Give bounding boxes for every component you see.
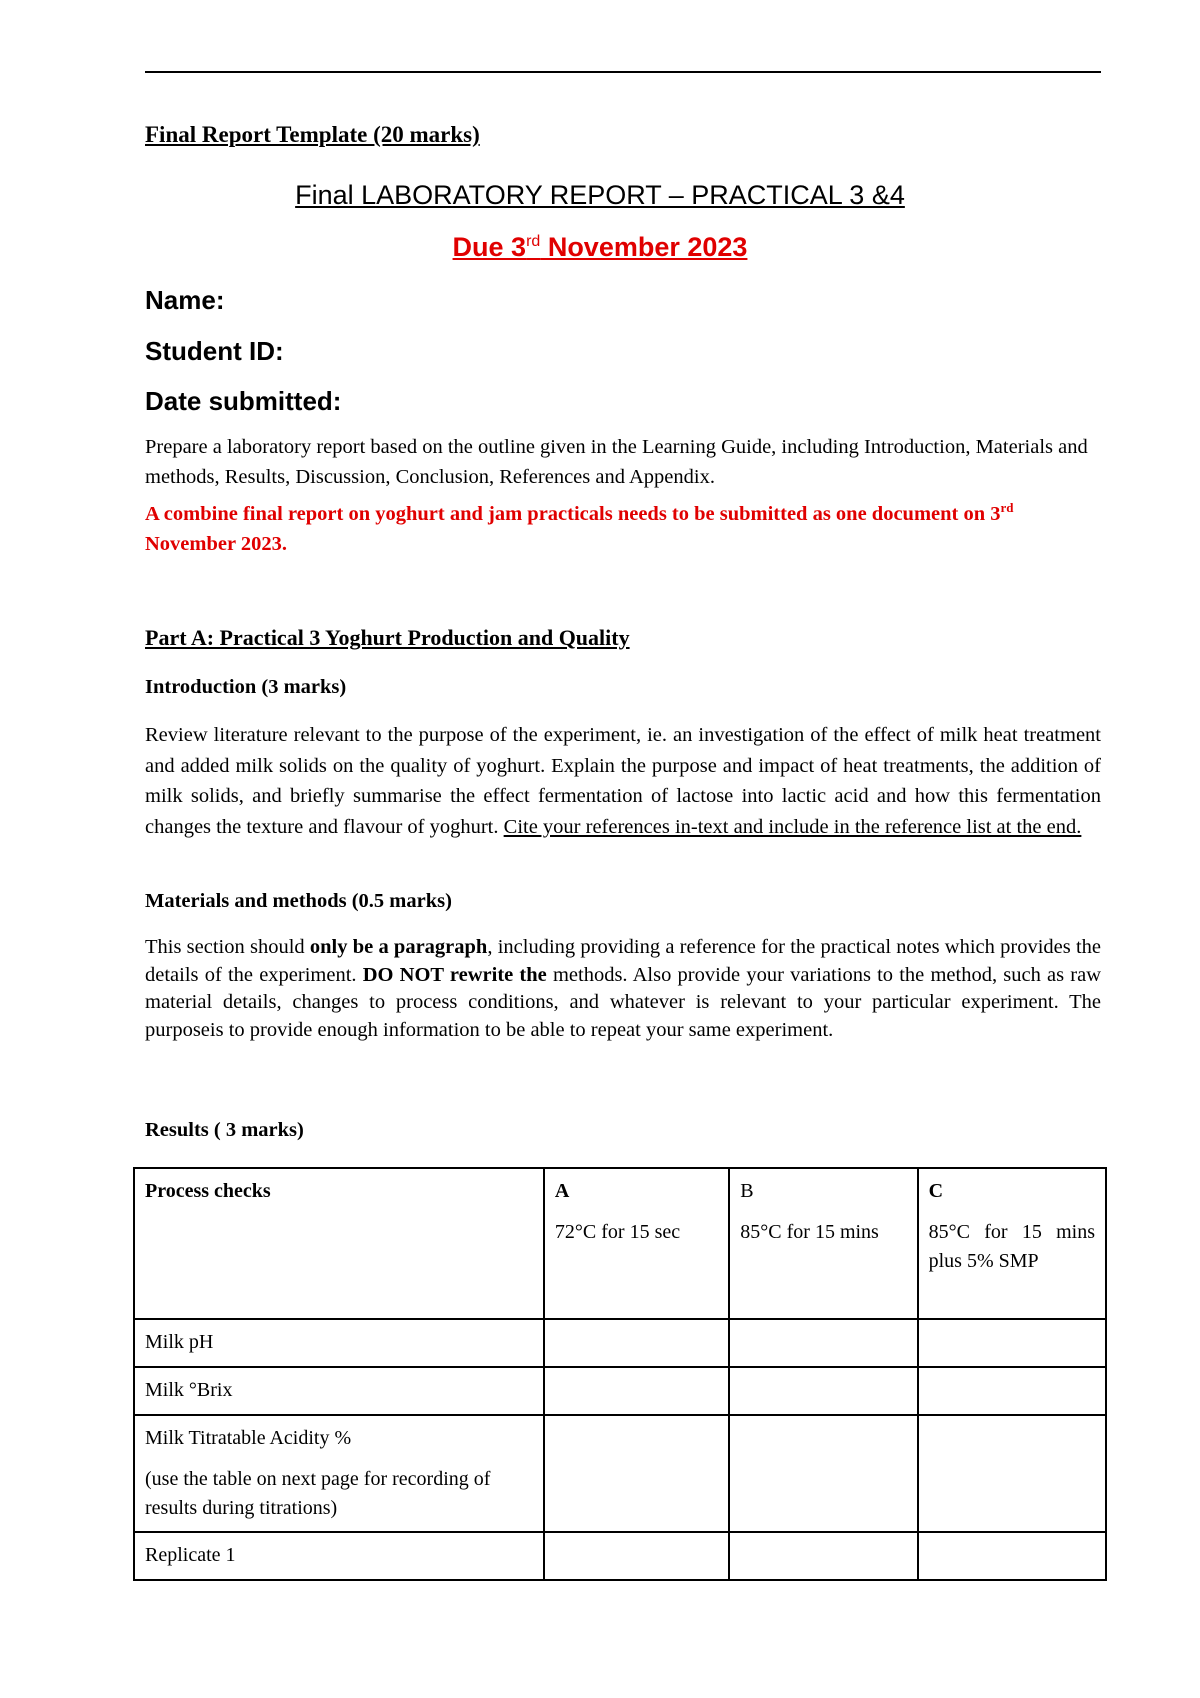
table-cell bbox=[544, 1415, 729, 1532]
due-prefix: Due 3 bbox=[452, 232, 527, 262]
notice-rest: November 2023. bbox=[145, 532, 287, 555]
process-checks-label: Process checks bbox=[145, 1180, 271, 1202]
introduction-body: Review literature relevant to the purpose of the experiment, ie. an investigation of the effect of milk heat treatment and added milk solids on the quality of yoghurt. Explain the purpose and impact of heat treatments, the addition of milk solids, and briefly summarise the effect fermentation of lactose into lactic acid and how this fermentation changes the texture and flavour of yoghurt. bbox=[145, 724, 1101, 838]
table-cell bbox=[729, 1319, 917, 1367]
date-submitted-label: Date submitted: bbox=[145, 386, 342, 416]
results-table bbox=[133, 1167, 1107, 1581]
materials-part-3: methods. Also provide your variations to the method, such as raw material details, changes to process conditions, and whatever is relevant to your particular experiment. The purposeis to provide enough information to be able to repeat your same experiment. bbox=[145, 963, 1102, 1041]
header-col-c bbox=[918, 1168, 1106, 1319]
row-label: Replicate 1 bbox=[134, 1532, 544, 1580]
titration-note: (use the table on next page for recording of results during titrations) bbox=[145, 1468, 491, 1519]
due-date bbox=[0, 232, 1200, 263]
table-cell bbox=[544, 1532, 729, 1580]
submission-notice bbox=[145, 493, 1101, 559]
row-label: Milk °Brix bbox=[134, 1367, 544, 1415]
table-cell bbox=[918, 1532, 1106, 1580]
table-row bbox=[134, 1415, 1106, 1532]
template-title: Final Report Template (20 marks) bbox=[145, 122, 480, 147]
table-cell bbox=[918, 1367, 1106, 1415]
notice-text: A combine final report on yoghurt and jam practicals needs to be submitted as one document on 3 bbox=[145, 502, 1001, 525]
col-a-desc: 72°C for 15 sec bbox=[554, 1221, 681, 1243]
table-cell bbox=[544, 1367, 729, 1415]
citation-note: Cite your references in-text and include in the reference list at the end. bbox=[503, 815, 1082, 838]
table-header-row bbox=[134, 1168, 1106, 1319]
materials-text bbox=[145, 934, 1101, 1044]
row-label bbox=[134, 1415, 544, 1532]
introduction-heading: Introduction (3 marks) bbox=[145, 676, 347, 698]
materials-part-1: This section should bbox=[145, 936, 310, 958]
table-cell bbox=[918, 1319, 1106, 1367]
header-process-checks bbox=[134, 1168, 544, 1319]
table-cell bbox=[918, 1415, 1106, 1532]
materials-bold-2: DO NOT rewrite the bbox=[362, 963, 547, 986]
header-rule bbox=[145, 71, 1101, 73]
materials-part-2: , including providing a reference for the practical notes which provides the details of the experiment. bbox=[145, 936, 1102, 986]
report-title: Final LABORATORY REPORT – PRACTICAL 3 &4 bbox=[295, 180, 905, 210]
materials-heading: Materials and methods (0.5 marks) bbox=[145, 890, 452, 912]
row-label: Milk pH bbox=[134, 1319, 544, 1367]
col-c-desc: 85°C for 15 mins plus 5% SMP bbox=[928, 1221, 1095, 1272]
table-row bbox=[134, 1367, 1106, 1415]
introduction-text bbox=[145, 720, 1101, 842]
table-row bbox=[134, 1532, 1106, 1580]
due-rest: November 2023 bbox=[540, 232, 748, 262]
table-cell bbox=[729, 1532, 917, 1580]
col-b-label: B bbox=[740, 1180, 754, 1202]
student-id-label: Student ID: bbox=[145, 336, 284, 366]
instructions-text: Prepare a laboratory report based on the outline given in the Learning Guide, including Introduction, Materials and methods, Results, Discussion, Conclusion, References and Appendix. bbox=[145, 436, 1088, 488]
results-heading: Results ( 3 marks) bbox=[145, 1119, 304, 1141]
name-label: Name: bbox=[145, 285, 225, 315]
header-col-a bbox=[544, 1168, 729, 1319]
col-c-label: C bbox=[928, 1180, 944, 1202]
col-a-label: A bbox=[554, 1180, 570, 1202]
titratable-acidity-label: Milk Titratable Acidity % bbox=[145, 1427, 352, 1449]
notice-sup: rd bbox=[1000, 500, 1014, 515]
table-cell bbox=[729, 1367, 917, 1415]
due-suffix: rd bbox=[526, 233, 541, 250]
table-row bbox=[134, 1319, 1106, 1367]
header-col-b bbox=[729, 1168, 917, 1319]
materials-bold-1: only be a paragraph bbox=[309, 936, 488, 958]
col-b-desc: 85°C for 15 mins bbox=[740, 1221, 879, 1243]
table-cell bbox=[544, 1319, 729, 1367]
part-a-heading: Part A: Practical 3 Yoghurt Production and Quality bbox=[145, 625, 630, 650]
table-cell bbox=[729, 1415, 917, 1532]
